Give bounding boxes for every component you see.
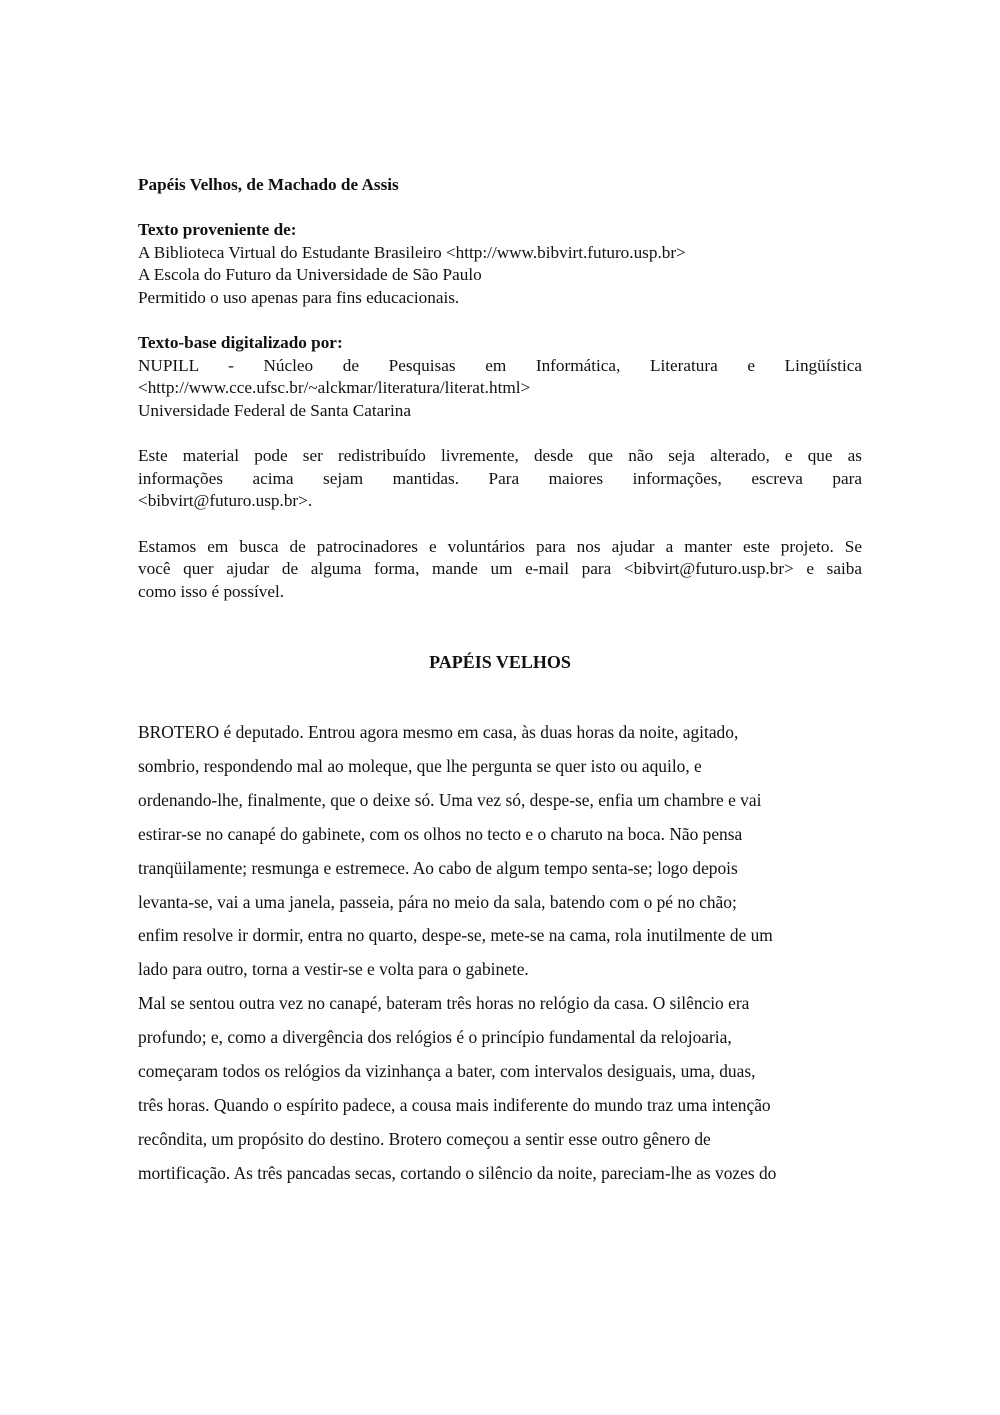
story-line: Mal se sentou outra vez no canapé, bateram três horas no relógio da casa. O silêncio era xyxy=(138,993,750,1014)
license-line: Este material pode ser redistribuído livremente, desde que não seja alterado, e que as xyxy=(138,446,862,466)
document-header xyxy=(138,174,862,603)
story-line: lado para outro, torna a vestir-se e volta para o gabinete. xyxy=(138,959,529,980)
story-line: começaram todos os relógios da vizinhança a bater, com intervalos desiguais, uma, duas, xyxy=(138,1061,756,1082)
spacer xyxy=(138,513,862,536)
story-line: estirar-se no canapé do gabinete, com os olhos no tecto e o charuto na boca. Não pensa xyxy=(138,823,743,844)
story-line: levanta-se, vai a uma janela, passeia, pára no meio da sala, batendo com o pé no chão; xyxy=(138,891,737,912)
story-line: tranqüilamente; resmunga e estremece. Ao cabo de algum tempo senta-se; logo depois xyxy=(138,857,738,878)
digitized-heading: Texto-base digitalizado por: xyxy=(138,333,343,353)
digitized-line: Universidade Federal de Santa Catarina xyxy=(138,400,411,420)
digitized-line: NUPILL - Núcleo de Pesquisas em Informática, Literatura e Lingüística xyxy=(138,355,862,375)
document-title: Papéis Velhos, de Machado de Assis xyxy=(138,175,399,194)
sponsor-line: como isso é possível. xyxy=(138,581,285,601)
story-line: mortificação. As três pancadas secas, cortando o silêncio da noite, pareciam-lhe as vozes do xyxy=(138,1162,777,1183)
sponsor-line: você quer ajudar de alguma forma, mande um e-mail para <bibvirt@futuro.usp.br> e saiba xyxy=(138,559,862,579)
story-line: BROTERO é deputado. Entrou agora mesmo em casa, às duas horas da noite, agitado, xyxy=(138,722,739,742)
source-line: A Escola do Futuro da Universidade de São Paulo xyxy=(138,265,482,285)
story-line: sombrio, respondendo mal ao moleque, que lhe pergunta se quer isto ou aquilo, e xyxy=(138,755,702,776)
sponsor-line: Estamos em busca de patrocinadores e voluntários para nos ajudar a manter este projeto. Se xyxy=(138,536,862,556)
story-line: enfim resolve ir dormir, entra no quarto, despe-se, mete-se na cama, rola inutilmente de um xyxy=(138,925,773,946)
story-line: três horas. Quando o espírito padece, a cousa mais indiferente do mundo traz uma intenção xyxy=(138,1094,771,1115)
source-heading: Texto proveniente de: xyxy=(138,220,297,240)
story-line: ordenando-lhe, finalmente, que o deixe só. Uma vez só, despe-se, enfia um chambre e vai xyxy=(138,789,762,810)
license-line: <bibvirt@futuro.usp.br>. xyxy=(138,491,313,511)
story-body xyxy=(138,716,878,1191)
source-line: Permitido o uso apenas para fins educacionais. xyxy=(138,287,460,307)
source-line: A Biblioteca Virtual do Estudante Brasileiro <http://www.bibvirt.futuro.usp.br> xyxy=(138,242,686,262)
story-line: recôndita, um propósito do destino. Brotero começou a sentir esse outro gênero de xyxy=(138,1128,711,1149)
story-title: PAPÉIS VELHOS xyxy=(429,652,571,672)
story-line: profundo; e, como a divergência dos relógios é o princípio fundamental da relojoaria, xyxy=(138,1027,732,1048)
digitized-line: <http://www.cce.ufsc.br/~alckmar/literatura/literat.html> xyxy=(138,378,531,398)
spacer xyxy=(138,310,862,333)
spacer xyxy=(138,423,862,446)
license-line: informações acima sejam mantidas. Para maiores informações, escreva para xyxy=(138,468,862,488)
spacer xyxy=(138,197,862,220)
